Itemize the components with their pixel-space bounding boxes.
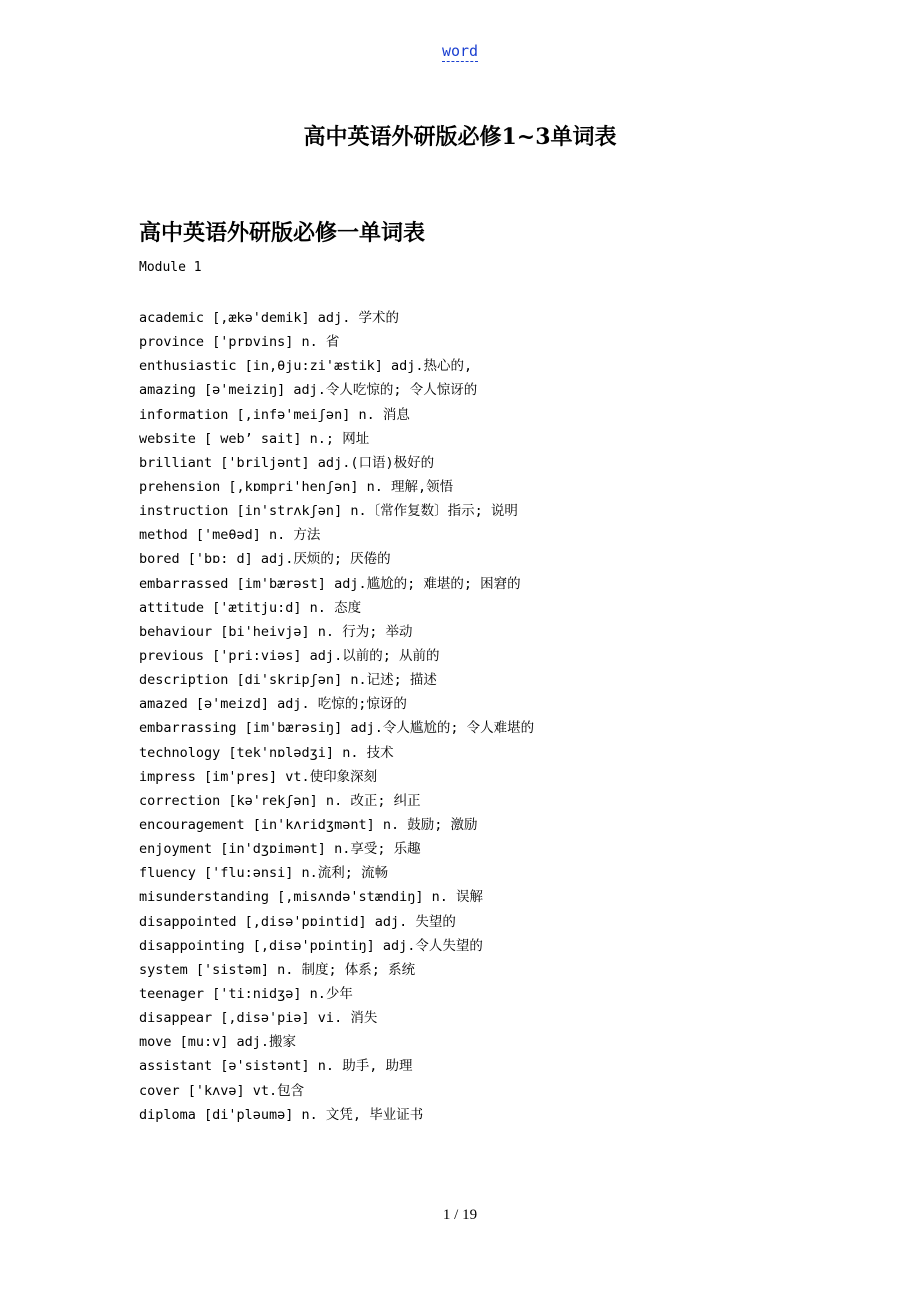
vocabulary-entry: encouragement [in'kʌridʒmənt] n. 鼓励; 激励 [139,816,478,833]
vocabulary-entry: cover ['kʌvə] vt.包含 [139,1082,305,1099]
vocabulary-entry: prehension [,kɒmpri'henʃən] n. 理解,领悟 [139,478,454,495]
vocabulary-entry: amazed [ə'meizd] adj. 吃惊的;惊讶的 [139,696,407,713]
header-link-text[interactable]: word [441,42,479,60]
vocabulary-entry: technology [tek'nɒlədʒi] n. 技术 [139,744,394,761]
vocabulary-entry: disappointed [,disə'pɒintid] adj. 失望的 [139,913,456,930]
vocabulary-entry: embarrassing [im'bærəsiŋ] adj.令人尴尬的; 令人难堪的 [139,720,535,737]
vocabulary-entry: enthusiastic [in,θju:zi'æstik] adj.热心的, [139,358,473,375]
vocabulary-entry: assistant [ə'sistənt] n. 助手, 助理 [139,1058,413,1075]
module-label: Module 1 [139,260,202,275]
vocabulary-entry: teenager ['ti:nidʒə] n.少年 [139,985,353,1002]
vocabulary-entry: academic [,ækə'demik] adj. 学术的 [139,310,399,326]
vocabulary-entry: instruction [in'strʌkʃən] n.〔常作复数〕指示; 说明 [139,503,518,520]
vocabulary-entry: behaviour [bi'heivjə] n. 行为; 举动 [139,623,413,640]
vocabulary-entry: diploma [di'pləumə] n. 文凭, 毕业证书 [139,1106,424,1123]
section-title: 高中英语外研版必修一单词表 [139,220,426,246]
vocabulary-entry: previous ['pri:viəs] adj.以前的; 从前的 [139,647,440,664]
page-number: 1 / 19 [442,1207,478,1223]
vocabulary-entry: brilliant ['briljənt] adj.(口语)极好的 [139,454,435,471]
vocabulary-entry: province ['prɒvins] n. 省 [139,334,340,351]
vocabulary-entry: system ['sistəm] n. 制度; 体系; 系统 [139,961,416,978]
vocabulary-entry: attitude ['ætitju:d] n. 态度 [139,599,362,616]
vocabulary-entry: move [mu:v] adj.搬家 [139,1034,297,1051]
vocabulary-entry: enjoyment [in'dʒɒimənt] n.享受; 乐趣 [139,841,421,858]
vocabulary-entry: bored ['bɒ: d] adj.厌烦的; 厌倦的 [139,551,391,568]
header-word-link[interactable] [0,42,920,60]
vocabulary-entry: disappear [,disə'piə] vi. 消失 [139,1010,378,1027]
vocabulary-entry: misunderstanding [,misʌndə'stændiŋ] n. 误解 [139,889,483,906]
document-title: 高中英语外研版必修1~3单词表 [303,124,617,150]
vocabulary-entry: amazing [ə'meiziŋ] adj.令人吃惊的; 令人惊讶的 [139,382,478,399]
vocabulary-entry: correction [kə'rekʃən] n. 改正; 纠正 [139,792,421,809]
vocabulary-entry: information [,infə'meiʃən] n. 消息 [139,406,410,423]
vocabulary-entry: description [di'skripʃən] n.记述; 描述 [139,672,437,689]
vocabulary-entry: fluency ['flu:ənsi] n.流利; 流畅 [139,865,389,882]
vocabulary-entry: website [ web’ sait] n.; 网址 [139,430,370,447]
vocabulary-entry: method ['meθəd] n. 方法 [139,527,321,544]
vocabulary-list [139,306,859,1127]
vocabulary-entry: disappointing [,disə'pɒintiŋ] adj.令人失望的 [139,937,483,954]
vocabulary-entry: impress [im'pres] vt.使印象深刻 [139,768,378,785]
vocabulary-entry: embarrassed [im'bærəst] adj.尴尬的; 难堪的; 困窘的 [139,575,521,592]
